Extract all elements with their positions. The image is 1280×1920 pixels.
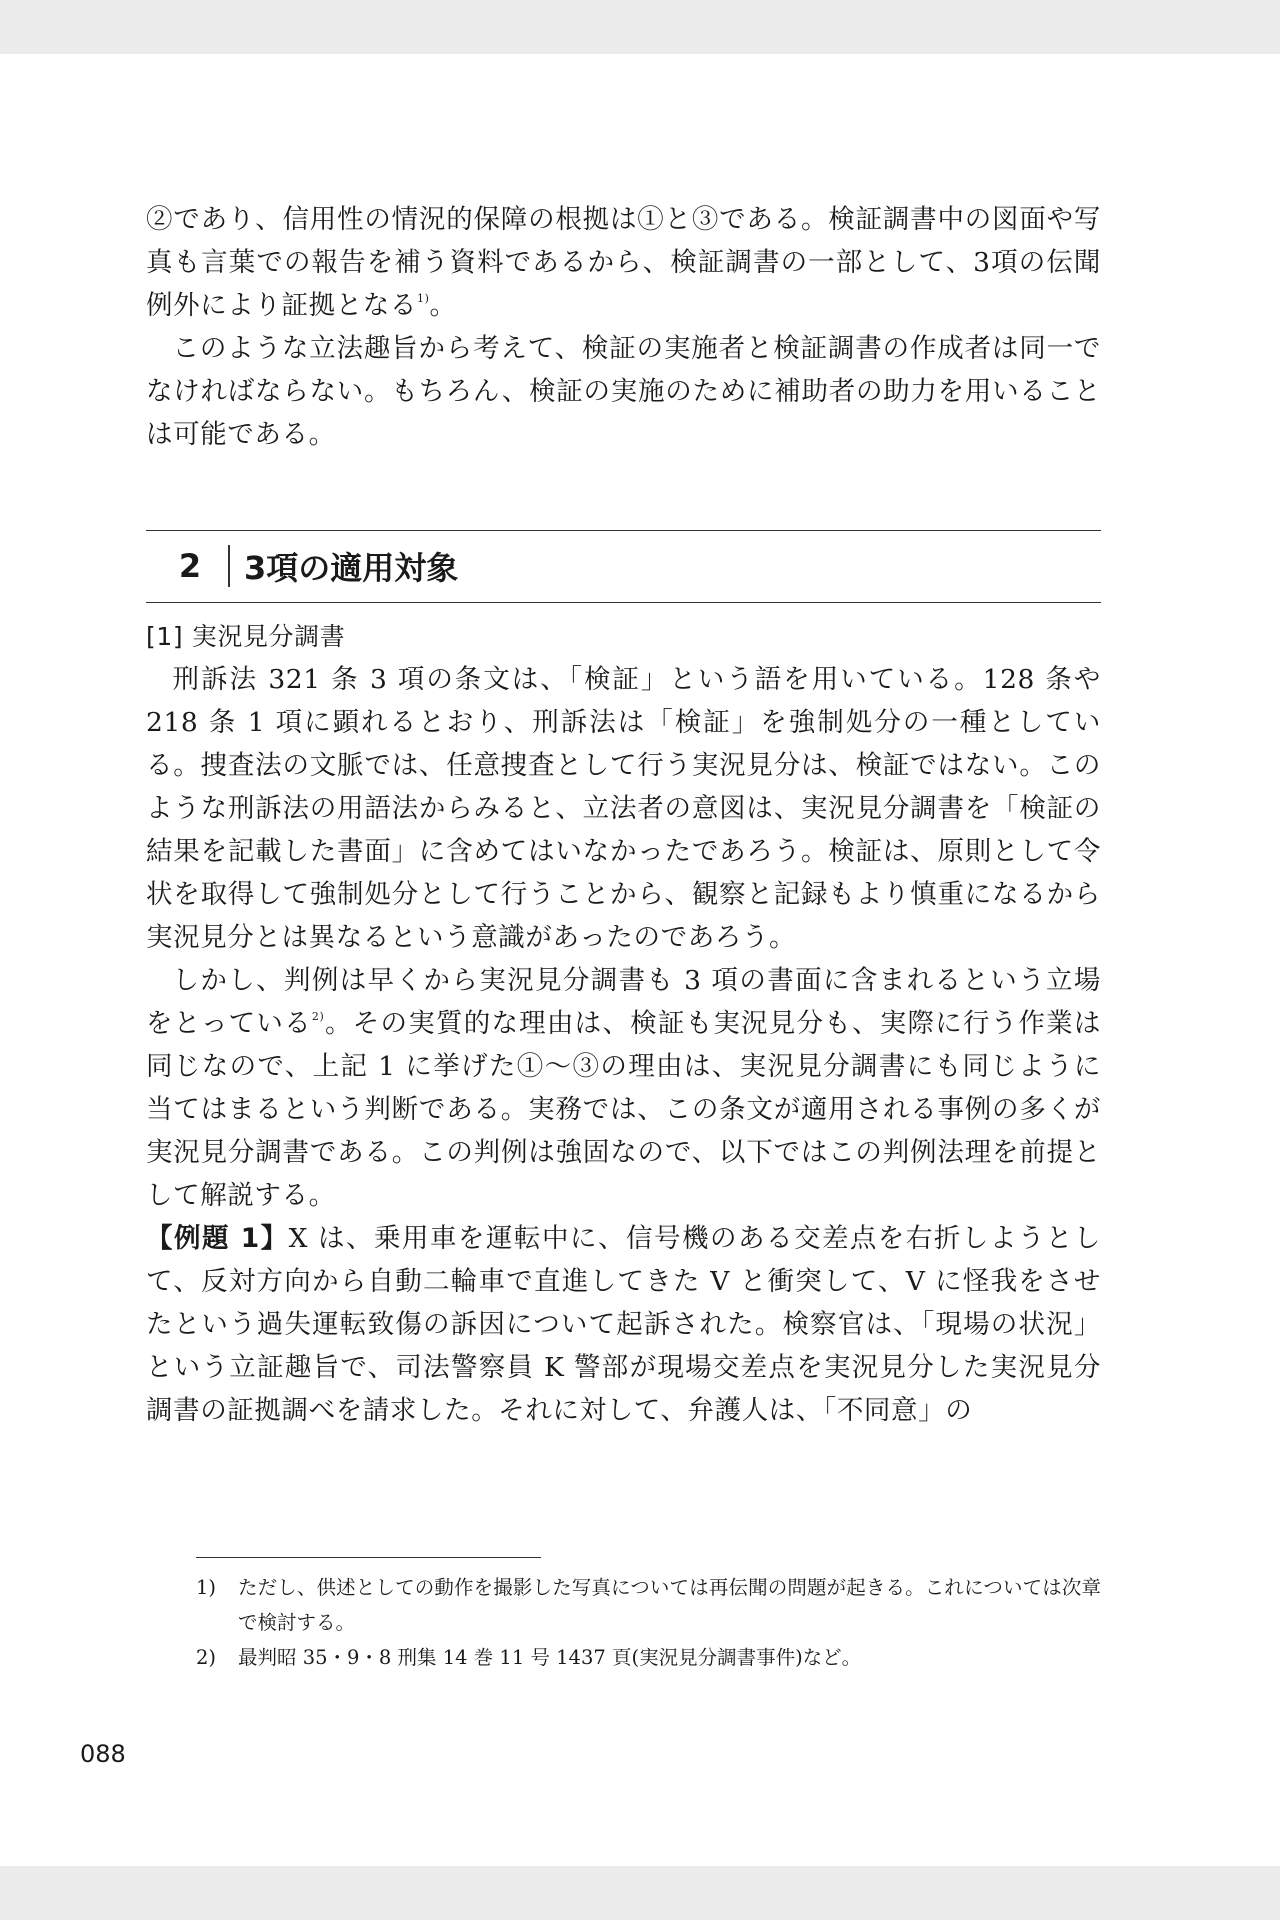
intro-text — [146, 198, 1101, 456]
paragraph — [146, 198, 1101, 327]
example-label: 【例題 1】 — [146, 1223, 289, 1254]
footnote-ref-2[interactable]: 2) — [311, 1010, 325, 1023]
footnotes — [196, 1570, 1101, 1675]
paragraph: 刑訴法 321 条 3 項の条文は、「検証」という語を用いている。128 条や 218 条 1 項に顕れるとおり、刑訴法は「検証」を強制処分の一種としている。捜査法の文脈では、任意捜査として行う実況見分は、検証ではない。このような刑訴法の用語法からみると、立法者の意図は、実況見分調書を「検証の結果を記載した書面」に含めてはいなかったであろう。検証は、原則として令状を取得して強制処分として行うことから、観察と記録もより慎重になるから実況見分とは異なるという意識があったのであろう。 — [146, 664, 1101, 953]
footnote-number: 1) — [196, 1576, 217, 1599]
section-heading — [146, 530, 1101, 602]
example-text: X は、乗用車を運転中に、信号機のある交差点を右折しようとして、反対方向から自動二輪車で直進してきた V と衝突して、V に怪我をさせたという過失運転致傷の訴因について起訴された。検察官は、「現場の状況」という立証趣旨で、司法警察員 K 警部が現場交差点を実況見分した実況見分調書の証拠調べを請求した。それに対して、弁護人は、「不同意」の — [146, 1223, 1101, 1426]
main-text — [146, 615, 1101, 1432]
paragraph: このような立法趣旨から考えて、検証の実施者と検証調書の作成者は同一でなければならない。もちろん、検証の実施のために補助者の助力を用いることは可能である。 — [146, 333, 1101, 450]
footnote-item — [196, 1570, 1101, 1640]
section-divider — [228, 545, 230, 587]
page-number: 088 — [80, 1740, 126, 1768]
paragraph — [146, 959, 1101, 1217]
text-run: 。その実質的な理由は、検証も実況見分も、実際に行う作業は同じなので、上記 1 に挙げた①〜③の理由は、実況見分調書にも同じように当てはまるという判断である。実務では、この条文が適用される事例の多くが実況見分調書である。この判例は強固なので、以下ではこの判例法理を前提として解説する。 — [146, 1008, 1101, 1211]
section-title: 3項の適用対象 — [244, 549, 459, 587]
text-run: ②であり、信用性の情況的保障の根拠は①と③である。検証調書中の図面や写真も言葉での報告を補う資料であるから、検証調書の一部として、3項の伝聞例外により証拠となる — [146, 204, 1101, 321]
footnote-number: 2) — [196, 1646, 217, 1669]
footnote-item — [196, 1640, 1101, 1675]
footnote-text: ただし、供述としての動作を撮影した写真については再伝聞の問題が起きる。これについては次章で検討する。 — [238, 1576, 1101, 1634]
text-run: 。 — [429, 290, 457, 321]
footnote-rule — [196, 1557, 541, 1558]
footnote-ref-1[interactable]: 1) — [417, 292, 430, 305]
subsection-title: [1] 実況見分調書 — [146, 622, 346, 651]
example-paragraph — [146, 1217, 1101, 1432]
section-rule-bottom — [146, 602, 1101, 603]
footnote-text: 最判昭 35・9・8 刑集 14 巻 11 号 1437 頁(実況見分調書事件)など。 — [238, 1646, 862, 1669]
section-number: 2 — [178, 547, 202, 585]
text-run: しかし、判例は早くから実況見分調書も 3 項の書面に含まれるという立場をとっている — [146, 965, 1101, 1039]
